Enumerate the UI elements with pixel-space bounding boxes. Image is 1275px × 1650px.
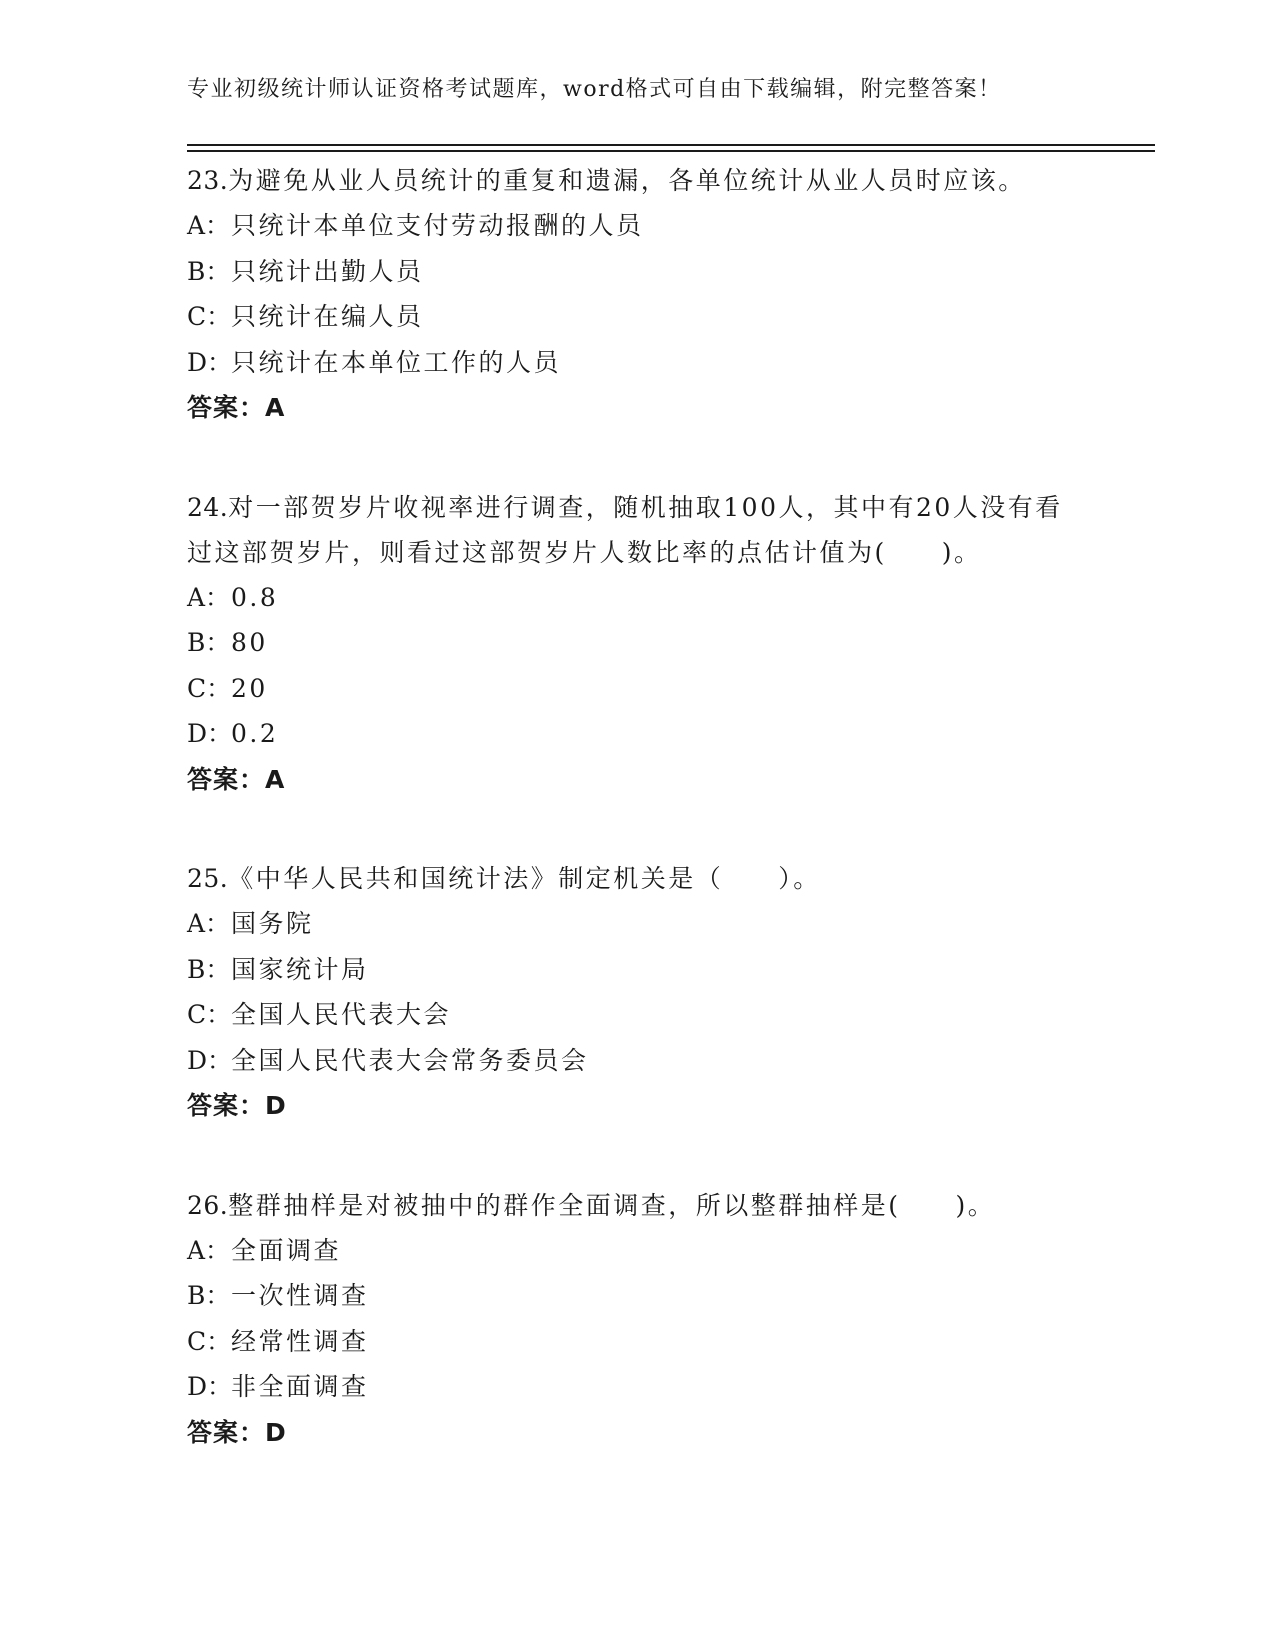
question-text: 《中华人民共和国统计法》制定机关是（ ）。 (228, 864, 821, 893)
question-number: 26. (187, 1190, 229, 1220)
option-c (187, 1319, 1087, 1365)
option-b (187, 1273, 1087, 1319)
page-header: 专业初级统计师认证资格考试题库，word格式可自由下载编辑，附完整答案！ (187, 77, 1002, 102)
option-d (187, 1038, 1087, 1084)
option-text: 0.8 (231, 582, 279, 612)
header-divider-bottom (187, 150, 1155, 152)
option-a (187, 203, 1087, 249)
option-text: 一次性调查 (231, 1281, 369, 1310)
answer-line: 答案：A (187, 764, 286, 794)
question-stem (187, 856, 1067, 901)
question-number: 23. (187, 166, 229, 195)
answer-line: 答案：A (187, 393, 286, 422)
option-text: 全国人民代表大会常务委员会 (231, 1045, 589, 1075)
answer-line: 答案：D (187, 1091, 287, 1120)
question-24 (187, 485, 1087, 803)
question-stem (187, 1183, 1067, 1228)
question-text: 对一部贺岁片收视率进行调查，随机抽取100人，其中有20人没有看过这部贺岁片，则看过这部贺岁片人数比率的点估计值为( )。 (187, 492, 1063, 567)
option-b (187, 620, 1087, 666)
option-c (187, 992, 1087, 1038)
option-d (187, 1364, 1087, 1410)
option-key: C： (187, 673, 232, 703)
option-key: D： (187, 1045, 233, 1075)
option-text: 0.2 (231, 719, 279, 748)
option-b (187, 947, 1087, 993)
option-text: 只统计在编人员 (231, 302, 424, 331)
option-text: 只统计本单位支付劳动报酬的人员 (231, 211, 644, 240)
option-key: A： (187, 909, 231, 938)
question-26 (187, 1183, 1087, 1456)
question-text: 为避免从业人员统计的重复和遗漏，各单位统计从业人员时应该。 (228, 166, 1026, 195)
option-a (187, 575, 1087, 621)
question-25 (187, 856, 1087, 1129)
option-text: 全国人民代表大会 (231, 1000, 452, 1029)
option-key: B： (187, 256, 231, 286)
option-key: D： (187, 347, 233, 377)
option-text: 国家统计局 (231, 954, 369, 984)
option-key: A： (187, 1235, 231, 1265)
option-text: 非全面调查 (231, 1372, 369, 1401)
option-text: 20 (231, 673, 268, 703)
option-key: A： (187, 582, 231, 612)
option-text: 全面调查 (231, 1235, 342, 1265)
option-d (187, 711, 1087, 757)
option-key: B： (187, 954, 231, 984)
option-text: 经常性调查 (231, 1326, 369, 1356)
option-key: B： (187, 1281, 231, 1310)
option-d (187, 340, 1087, 386)
option-key: C： (187, 302, 232, 331)
option-a (187, 901, 1087, 947)
option-key: B： (187, 628, 231, 657)
question-number: 25. (187, 864, 229, 893)
option-b (187, 249, 1087, 295)
option-key: C： (187, 1326, 232, 1356)
option-a (187, 1228, 1087, 1274)
question-stem (187, 485, 1067, 575)
question-23 (187, 158, 1087, 431)
option-key: A： (187, 211, 231, 240)
option-text: 国务院 (231, 909, 314, 938)
header-divider-top (187, 144, 1155, 146)
option-c (187, 666, 1087, 712)
option-text: 只统计出勤人员 (231, 256, 424, 286)
question-number: 24. (187, 492, 229, 522)
option-key: C： (187, 1000, 232, 1029)
answer-line: 答案：D (187, 1417, 287, 1447)
option-text: 只统计在本单位工作的人员 (231, 347, 562, 377)
option-key: D： (187, 719, 233, 748)
option-key: D： (187, 1372, 233, 1401)
question-stem (187, 158, 1067, 203)
option-text: 80 (231, 628, 268, 657)
option-c (187, 294, 1087, 340)
question-text: 整群抽样是对被抽中的群作全面调查，所以整群抽样是( )。 (228, 1190, 996, 1220)
question-list (187, 158, 1087, 1509)
